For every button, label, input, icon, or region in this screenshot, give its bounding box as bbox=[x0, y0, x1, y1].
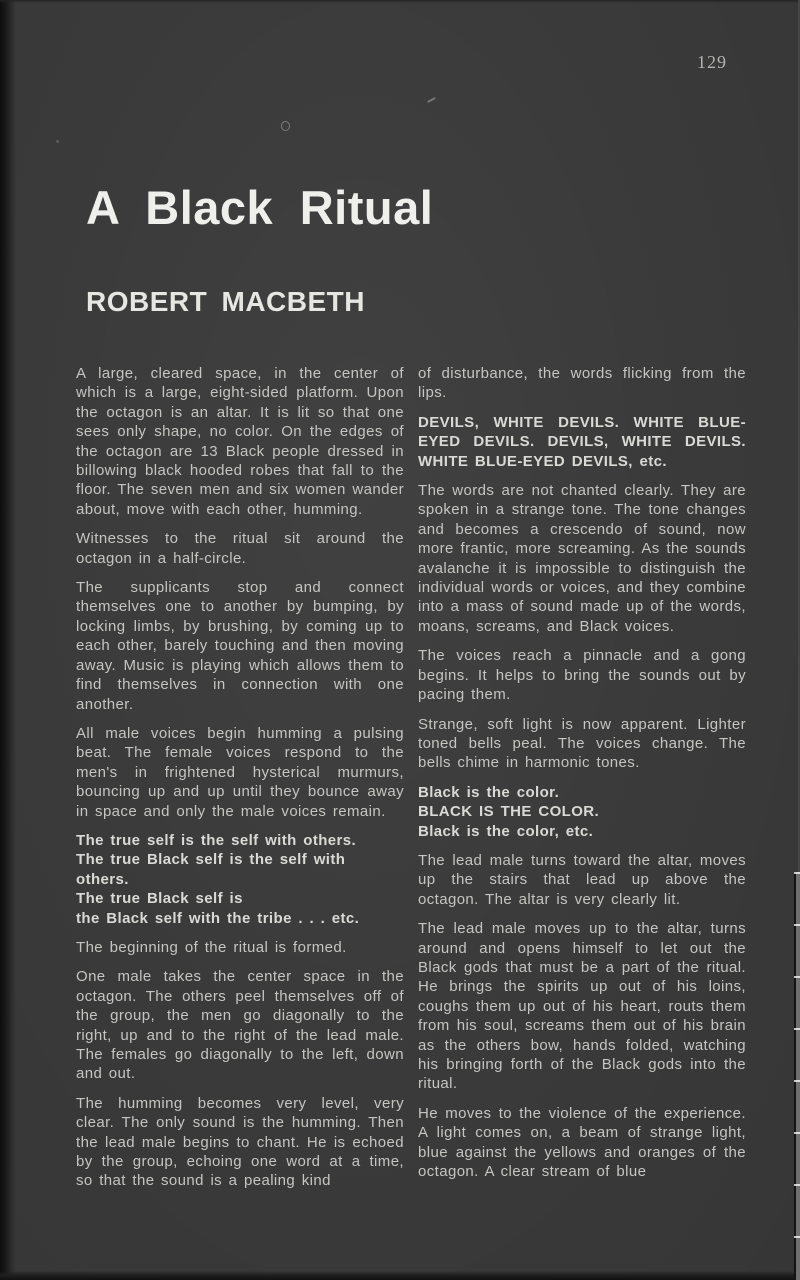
right-column bbox=[418, 364, 746, 1201]
paragraph-stage-direction: The beginning of the ritual is formed. bbox=[76, 938, 347, 956]
chant-line: The true Black self is bbox=[76, 890, 243, 908]
paragraph-stage-direction: Witnesses to the ritual sit around the octagon in a half-circle. bbox=[76, 530, 404, 567]
chant-block-devils: DEVILS, WHITE DEVILS. WHITE BLUE-EYED DEVILS. DEVILS, WHITE DEVILS. WHITE BLUE-EYED DEVILS, etc. bbox=[418, 413, 746, 470]
author-name: ROBERT MACBETH bbox=[86, 286, 365, 317]
page-right-edge-deckle bbox=[794, 872, 800, 1280]
page-bottom-edge bbox=[0, 1271, 800, 1280]
paragraph-stage-direction: One male takes the center space in the octagon. The others peel themselves off of the group, the men go diagonally to the right, up and to the right of the lead male. The females go diagonally to the left, down and out. bbox=[76, 968, 404, 1083]
scan-speck bbox=[281, 121, 290, 131]
chant-line: Black is the color. bbox=[418, 783, 560, 801]
chant-block-black-color bbox=[418, 783, 746, 841]
chant-line: Black is the color, etc. bbox=[418, 822, 594, 840]
page-title: A Black Ritual bbox=[86, 181, 434, 234]
chant-line: The true Black self is the self with others. bbox=[76, 851, 346, 888]
paragraph-stage-direction: Strange, soft light is now apparent. Lighter toned bells peal. The voices change. The bells chime in harmonic tones. bbox=[418, 715, 746, 772]
paragraph-stage-direction: The lead male turns toward the altar, moves up the stairs that lead up above the octagon. The altar is very clearly lit. bbox=[418, 851, 746, 908]
paragraph-stage-direction: A large, cleared space, in the center of which is a large, eight-sided platform. Upon the octagon is an altar. It is lit so that one sees only shape, no color. On the edges of the octagon are 13 Black people dressed in billowing black hooded robes that fall to the floor. The seven men and six women wander about, move with each other, humming. bbox=[76, 365, 404, 518]
chant-line: The true self is the self with others. bbox=[76, 831, 357, 849]
paragraph-stage-direction: The humming becomes very level, very clear. The only sound is the humming. Then the lead male begins to chant. He is echoed by the group, echoing one word at a time, so that the sound is a pealing kind bbox=[76, 1094, 404, 1190]
chant-block-true-self bbox=[76, 831, 404, 928]
paragraph-stage-direction: The voices reach a pinnacle and a gong begins. It helps to bring the sounds out by pacing them. bbox=[418, 647, 746, 704]
paragraph-stage-direction: The supplicants stop and connect themselves one to another by bumping, by locking limbs, by brushing, by coming up to each other, barely touching and then moving away. Music is playing which allows them to find themselves in connection with one another. bbox=[76, 579, 404, 713]
paragraph-stage-direction: All male voices begin humming a pulsing beat. The female voices respond to the men's in frightened hysterical murmurs, bouncing up and up until they bounce away in space and only the male voices remain. bbox=[76, 724, 404, 820]
page-number: 129 bbox=[697, 52, 727, 72]
scan-scratch bbox=[427, 97, 436, 103]
page-gutter-shadow bbox=[0, 0, 16, 1280]
text-columns bbox=[76, 364, 746, 1201]
chant-line: the Black self with the tribe . . . etc. bbox=[76, 909, 360, 927]
paragraph-stage-direction: The lead male moves up to the altar, turns around and opens himself to let out the Black gods that must be a part of the ritual. He brings the spirits up out of his loins, coughs them up out of his heart, routs them from his soul, screams them out of his brain as the others bow, hands folded, watching his bringing forth of the Black gods into the ritual. bbox=[418, 920, 746, 1093]
paragraph-stage-direction: The words are not chanted clearly. They are spoken in a strange tone. The tone changes and becomes a crescendo of sound, now more frantic, more screaming. As the sounds avalanche it is impossible to distinguish the individual words or voices, and they combine into a mass of sound made up of the words, moans, screams, and Black voices. bbox=[418, 482, 746, 635]
paragraph-stage-direction: of disturbance, the words flicking from the lips. bbox=[418, 365, 746, 402]
left-column bbox=[76, 364, 404, 1201]
chant-line: BLACK IS THE COLOR. bbox=[418, 803, 600, 821]
scan-speck bbox=[56, 140, 59, 143]
paragraph-stage-direction: He moves to the violence of the experience. A light comes on, a beam of strange light, blue against the yellows and oranges of the octagon. A clear stream of blue bbox=[418, 1104, 746, 1181]
page-top-edge bbox=[0, 0, 800, 3]
